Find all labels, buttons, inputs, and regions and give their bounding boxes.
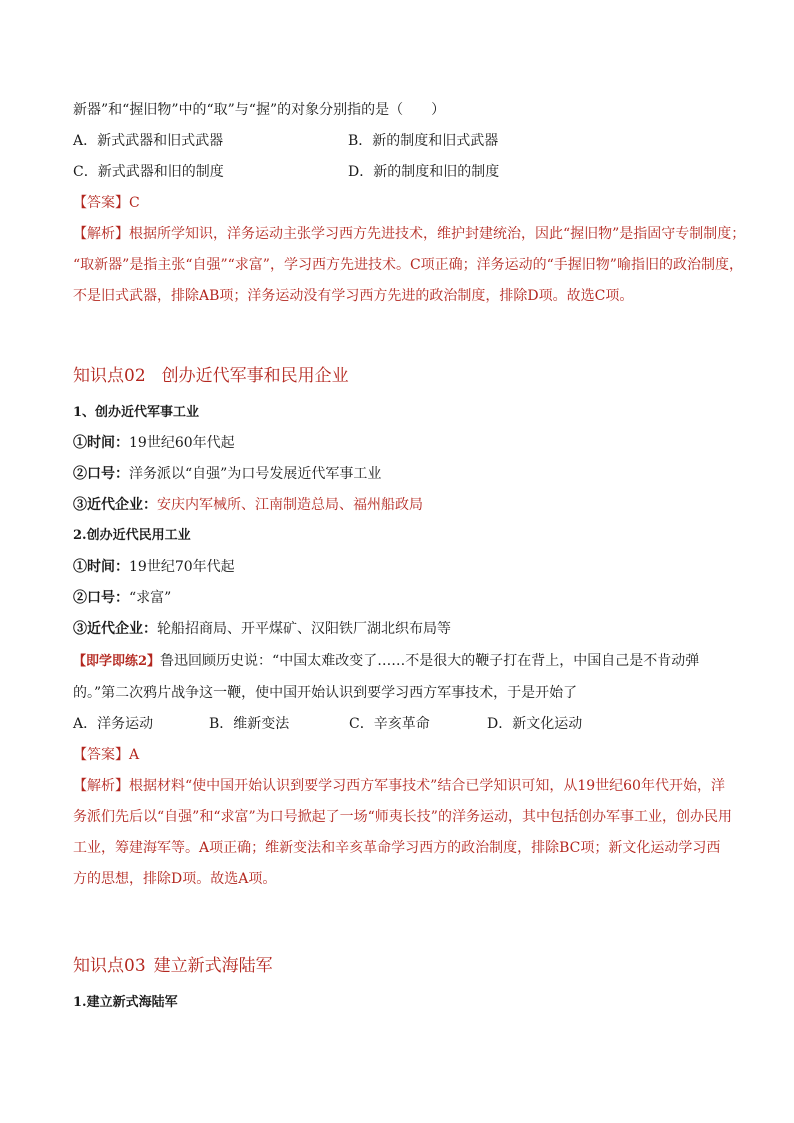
analysis-line: “取新器”是指主张“自强”“求富”，学习西方先进技术。C项正确；洋务运动的“手握旧物”喻指旧的政治制度， bbox=[73, 257, 743, 273]
section-heading bbox=[73, 364, 349, 388]
option-c: C．新式武器和旧的制度 bbox=[73, 164, 224, 180]
answer-value: C bbox=[129, 195, 140, 211]
answer-value: A bbox=[129, 747, 140, 763]
fact-line: ②口号：“求富” bbox=[73, 590, 172, 606]
analysis-tag: 【解析】 bbox=[73, 226, 129, 242]
answer-tag: 【答案】 bbox=[73, 195, 129, 211]
question-stem: 的。”第二次鸦片战争这一鞭，使中国开始认识到要学习西方军事技术，于是开始了 bbox=[73, 685, 578, 701]
option-b: B．维新变法 bbox=[209, 716, 290, 732]
analysis-line: 【解析】根据所学知识，洋务运动主张学习西方先进技术，维护封建统治，因此“握旧物”是指固守专制制度； bbox=[73, 226, 746, 242]
fact-line: ①时间：19世纪70年代起 bbox=[73, 559, 235, 575]
analysis-line: 务派们先后以“自强”和“求富”为口号掀起了一场“师夷长技”的洋务运动，其中包括创办军事工业，创办民用 bbox=[73, 809, 732, 825]
question-tag: 【即学即练2】 bbox=[73, 654, 161, 669]
analysis-line: 不是旧式武器，排除AB项；洋务运动没有学习西方先进的政治制度，排除D项。故选C项。 bbox=[73, 288, 634, 304]
answer-line bbox=[73, 745, 139, 765]
fact-line: ②口号：洋务派以“自强”为口号发展近代军事工业 bbox=[73, 466, 382, 482]
option-b: B．新的制度和旧式武器 bbox=[348, 133, 499, 149]
subsection-title: 2.创办近代民用工业 bbox=[73, 528, 191, 543]
option-c: C．辛亥革命 bbox=[349, 716, 430, 732]
option-a: A．新式武器和旧式武器 bbox=[73, 133, 224, 149]
question-stem: 新器”和“握旧物”中的“取”与“握”的对象分别指的是（ ） bbox=[73, 102, 446, 118]
option-a: A．洋务运动 bbox=[73, 716, 154, 732]
section-number: 知识点03 bbox=[73, 956, 146, 976]
fact-line: ③近代企业：轮船招商局、开平煤矿、汉阳铁厂湖北织布局等 bbox=[73, 621, 451, 637]
subsection-title: 1、创办近代军事工业 bbox=[73, 405, 200, 420]
option-d: D．新的制度和旧的制度 bbox=[348, 164, 500, 180]
option-d: D．新文化运动 bbox=[487, 716, 583, 732]
analysis-tag: 【解析】 bbox=[73, 778, 129, 794]
answer-tag: 【答案】 bbox=[73, 747, 129, 763]
question-stem: 【即学即练2】鲁迅回顾历史说：“中国太难改变了……不是很大的鞭子打在背上，中国自己是不肯动弹 bbox=[73, 653, 700, 669]
fact-line: ③近代企业：安庆内军械所、江南制造总局、福州船政局 bbox=[73, 497, 423, 513]
answer-line bbox=[73, 193, 140, 213]
analysis-line: 【解析】根据材料“使中国开始认识到要学习西方军事技术”结合已学知识可知，从19世纪60年代开始，洋 bbox=[73, 778, 725, 794]
section-title: 创办近代军事和民用企业 bbox=[161, 366, 349, 386]
analysis-line: 工业，筹建海军等。A项正确；维新变法和辛亥革命学习西方的政治制度，排除BC项；新文化运动学习西 bbox=[73, 840, 721, 856]
section-number: 知识点02 bbox=[73, 366, 146, 386]
fact-line: ①时间：19世纪60年代起 bbox=[73, 435, 235, 451]
analysis-line: 方的思想，排除D项。故选A项。 bbox=[73, 871, 277, 887]
options-row bbox=[73, 714, 582, 734]
section-title: 建立新式海陆军 bbox=[153, 956, 273, 976]
section-heading bbox=[73, 954, 273, 978]
subsection-title: 1.建立新式海陆军 bbox=[73, 995, 178, 1010]
